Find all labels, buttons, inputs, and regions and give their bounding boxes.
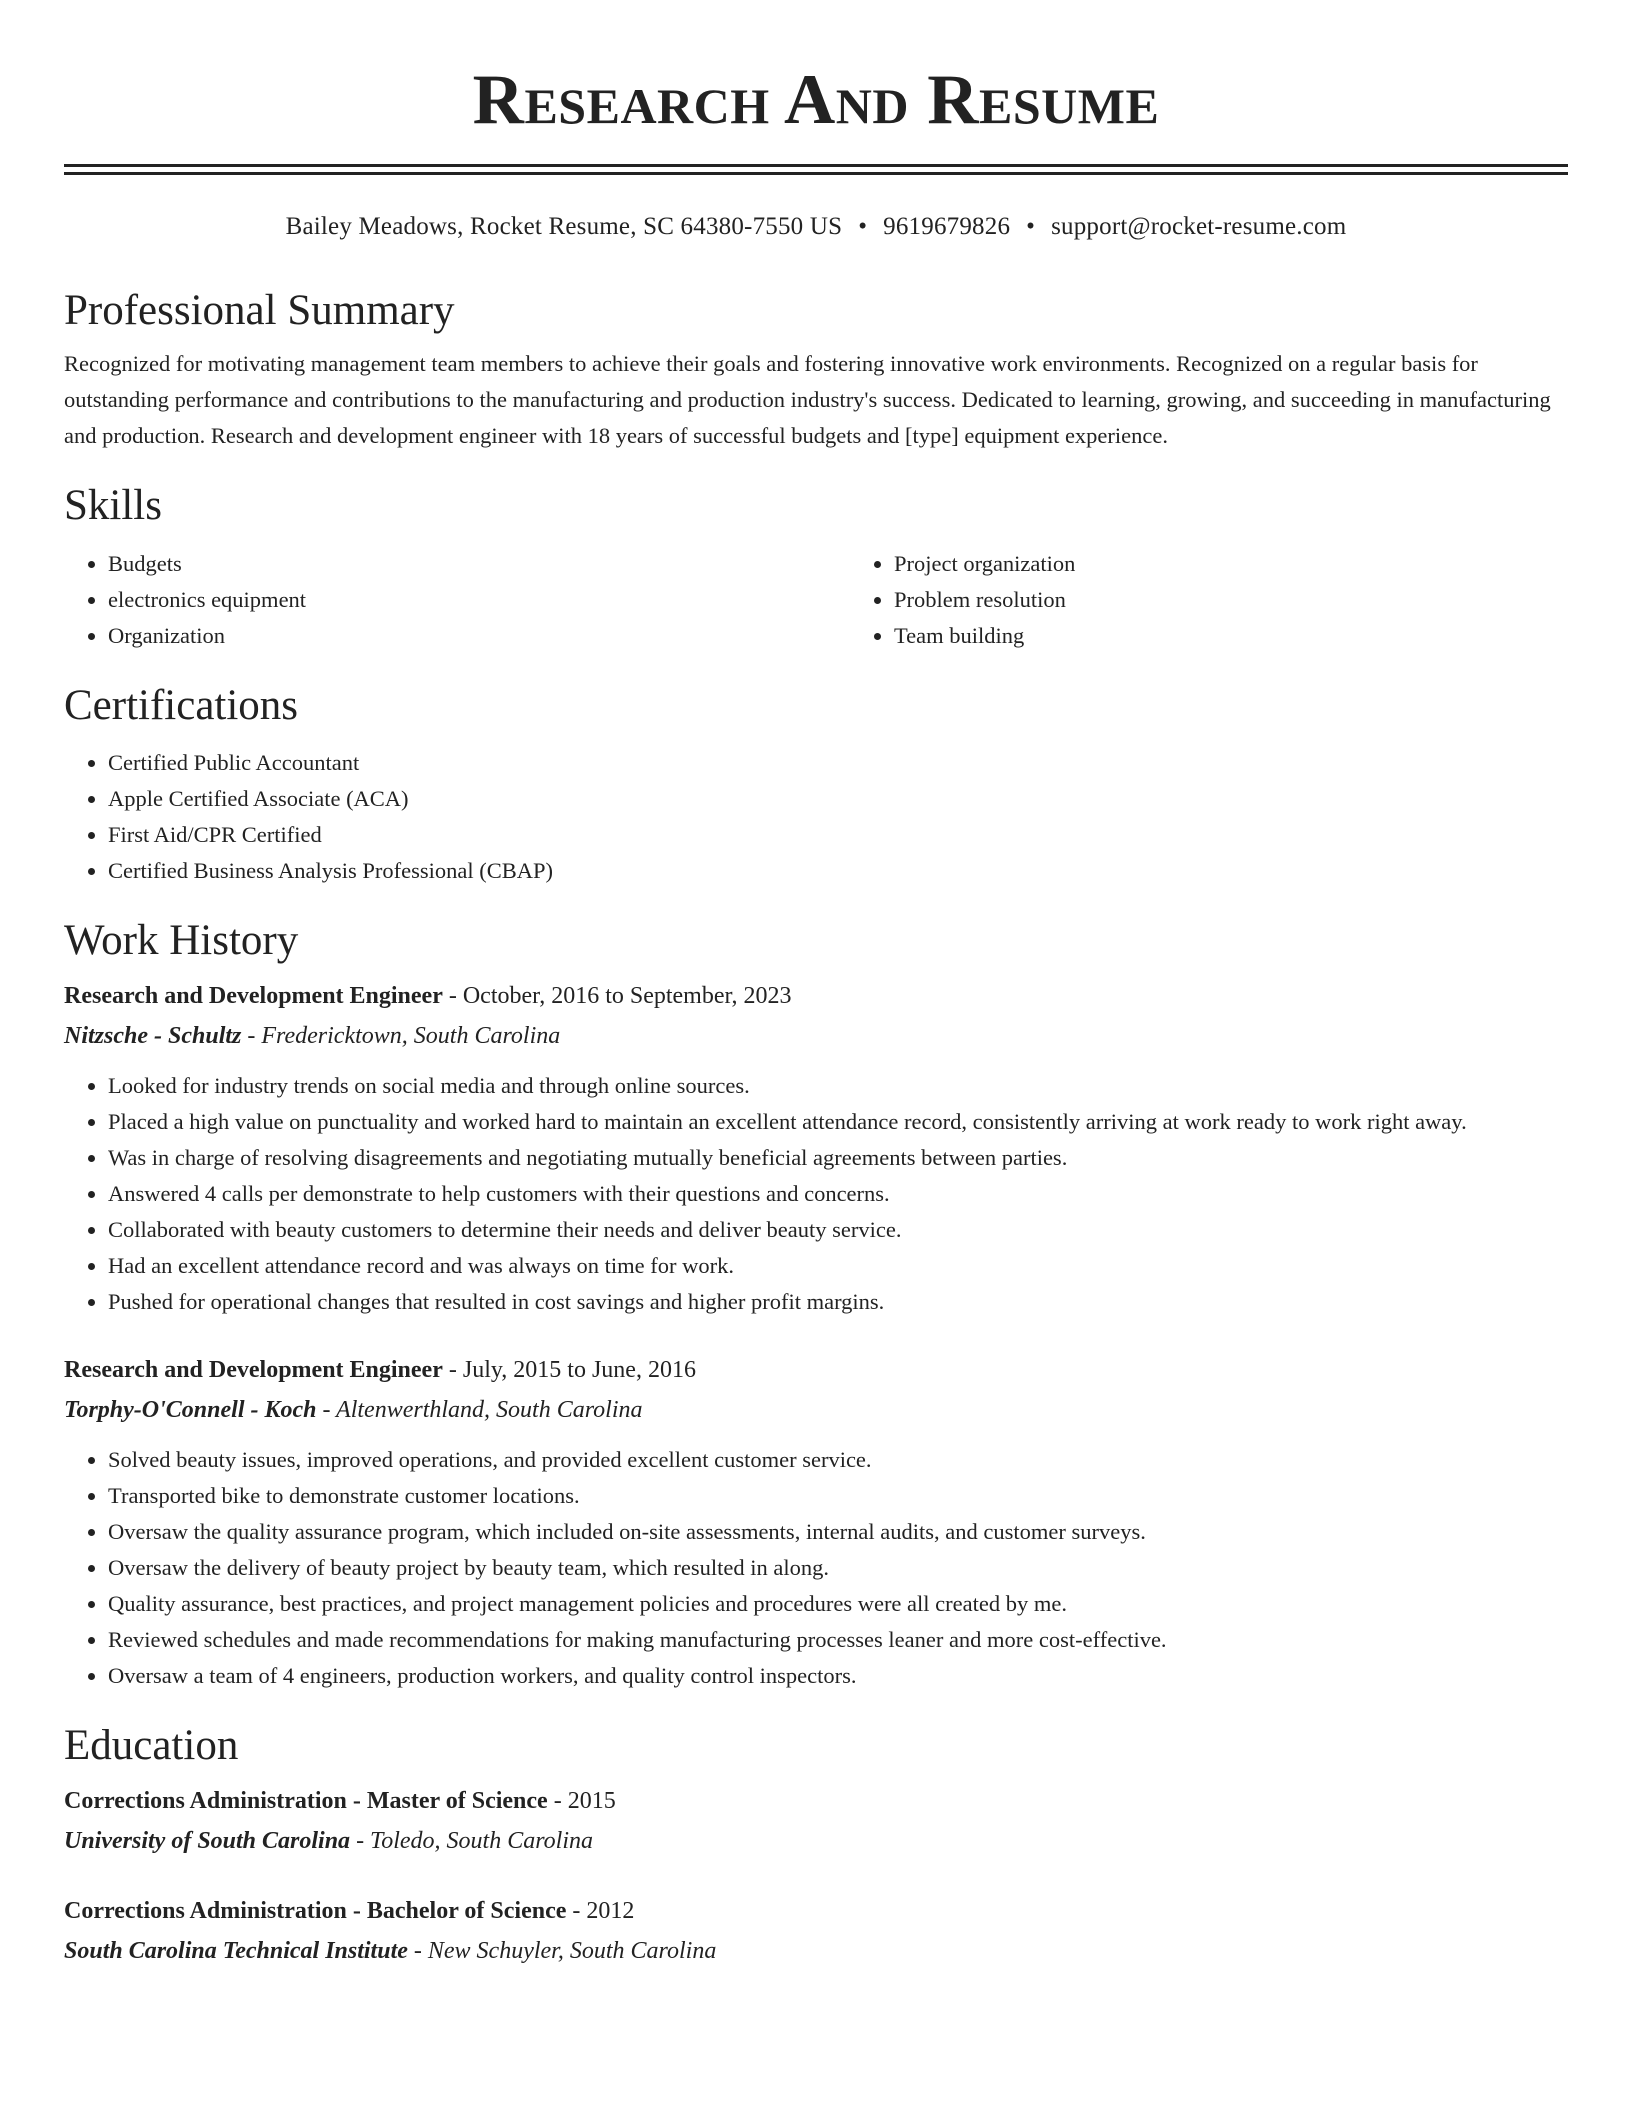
skill-item: • Organization — [108, 618, 850, 654]
job-title-line — [64, 976, 1568, 1016]
job-dates: - July, 2015 to June, 2016 — [442, 1357, 696, 1384]
education-location: - New Schuyler, South Carolina — [407, 1938, 717, 1965]
skill-item: • Team building — [894, 618, 1075, 654]
certifications-list — [64, 745, 1568, 889]
job-bullet: • Transported bike to demonstrate customer locations. — [108, 1478, 1568, 1514]
job-company-line — [64, 1390, 1568, 1430]
certification-item: • Certified Business Analysis Professional (CBAP) — [108, 853, 1568, 889]
job-bullet: • Was in charge of resolving disagreements and negotiating mutually beneficial agreements between parties. — [108, 1140, 1568, 1176]
skill-item: • electronics equipment — [108, 582, 850, 618]
contact-phone: 9619679826 — [883, 213, 1011, 240]
job-company: Torphy-O'Connell - Koch — [64, 1397, 317, 1424]
rule-top — [64, 164, 1568, 167]
job-company-line — [64, 1016, 1568, 1056]
contact-separator: • — [1026, 213, 1036, 240]
job-bullet: • Solved beauty issues, improved operations, and provided excellent customer service. — [108, 1442, 1568, 1478]
job-location: - Fredericktown, South Carolina — [241, 1023, 561, 1050]
job-title-line — [64, 1350, 1568, 1390]
skills-right-column — [850, 546, 1075, 654]
education-school: University of South Carolina — [64, 1828, 351, 1855]
education-location: - Toledo, South Carolina — [350, 1828, 593, 1855]
skill-item: • Project organization — [894, 546, 1075, 582]
education-year: - 2012 — [566, 1898, 635, 1925]
rule-bottom — [64, 172, 1568, 175]
contact-separator: • — [858, 213, 868, 240]
skills-list — [64, 546, 1568, 654]
education-school: South Carolina Technical Institute — [64, 1938, 408, 1965]
job-bullet: • Placed a high value on punctuality and worked hard to maintain an excellent attendance record, consistently arriving at work ready to work right away. — [108, 1104, 1568, 1140]
education-degree-line — [64, 1891, 1568, 1931]
resume-title: Research And Resume — [472, 61, 1160, 139]
skill-item: • Problem resolution — [894, 582, 1075, 618]
job-title: Research and Development Engineer — [64, 983, 443, 1010]
job-company: Nitzsche - Schultz — [64, 1023, 242, 1050]
contact-line — [64, 213, 1568, 241]
job-dates: - October, 2016 to September, 2023 — [442, 983, 792, 1010]
education-school-line — [64, 1931, 1568, 1971]
summary-text: Recognized for motivating management team members to achieve their goals and fostering innovative work environments. Recognized on a regular basis for outstanding performance and contributions to the manufacturing and production industry's success. Dedicated to learning, growing, and succeeding in manufacturing and production. Research and development engineer with 18 years of successful budgets and [type] equipment experience. — [64, 351, 1551, 449]
job-bullet: • Reviewed schedules and made recommendations for making manufacturing processes leaner and more cost-effective. — [108, 1622, 1568, 1658]
education-degree-line — [64, 1781, 1568, 1821]
work-history-heading: Work History — [64, 916, 299, 964]
job-bullet: • Quality assurance, best practices, and project management policies and procedures were all created by me. — [108, 1586, 1568, 1622]
education-degree: Corrections Administration - Master of Science — [64, 1788, 548, 1815]
summary-heading: Professional Summary — [64, 287, 455, 334]
education-school-line — [64, 1821, 1568, 1861]
job-bullets — [64, 1068, 1568, 1320]
job-location: - Altenwerthland, South Carolina — [316, 1397, 643, 1424]
job-bullet: • Had an excellent attendance record and was always on time for work. — [108, 1248, 1568, 1284]
job-entry — [64, 1350, 1568, 1694]
skill-item: • Budgets — [108, 546, 850, 582]
education-degree: Corrections Administration - Bachelor of Science — [64, 1898, 567, 1925]
title-double-rule — [64, 164, 1568, 175]
education-year: - 2015 — [547, 1788, 616, 1815]
certification-item: • Certified Public Accountant — [108, 745, 1568, 781]
certifications-heading: Certifications — [64, 681, 299, 729]
job-bullet: • Oversaw the delivery of beauty project by beauty team, which resulted in along. — [108, 1550, 1568, 1586]
job-bullet: • Oversaw the quality assurance program, which included on-site assessments, internal audits, and customer surveys. — [108, 1514, 1568, 1550]
education-entry — [64, 1781, 1568, 1861]
contact-address: Bailey Meadows, Rocket Resume, SC 64380-7550 US — [285, 213, 843, 240]
skills-heading: Skills — [64, 482, 162, 530]
job-title: Research and Development Engineer — [64, 1357, 443, 1384]
job-bullet: • Pushed for operational changes that resulted in cost savings and higher profit margins. — [108, 1284, 1568, 1320]
certification-item: • Apple Certified Associate (ACA) — [108, 781, 1568, 817]
education-entry — [64, 1891, 1568, 1971]
job-bullets — [64, 1442, 1568, 1694]
job-bullet: • Answered 4 calls per demonstrate to help customers with their questions and concerns. — [108, 1176, 1568, 1212]
job-bullet: • Collaborated with beauty customers to determine their needs and deliver beauty service. — [108, 1212, 1568, 1248]
contact-email: support@rocket-resume.com — [1051, 213, 1347, 240]
job-bullet: • Oversaw a team of 4 engineers, production workers, and quality control inspectors. — [108, 1658, 1568, 1694]
education-heading: Education — [64, 1722, 239, 1770]
certification-item: • First Aid/CPR Certified — [108, 817, 1568, 853]
skills-left-column — [64, 546, 850, 654]
job-bullet: • Looked for industry trends on social media and through online sources. — [108, 1068, 1568, 1104]
job-entry — [64, 976, 1568, 1320]
